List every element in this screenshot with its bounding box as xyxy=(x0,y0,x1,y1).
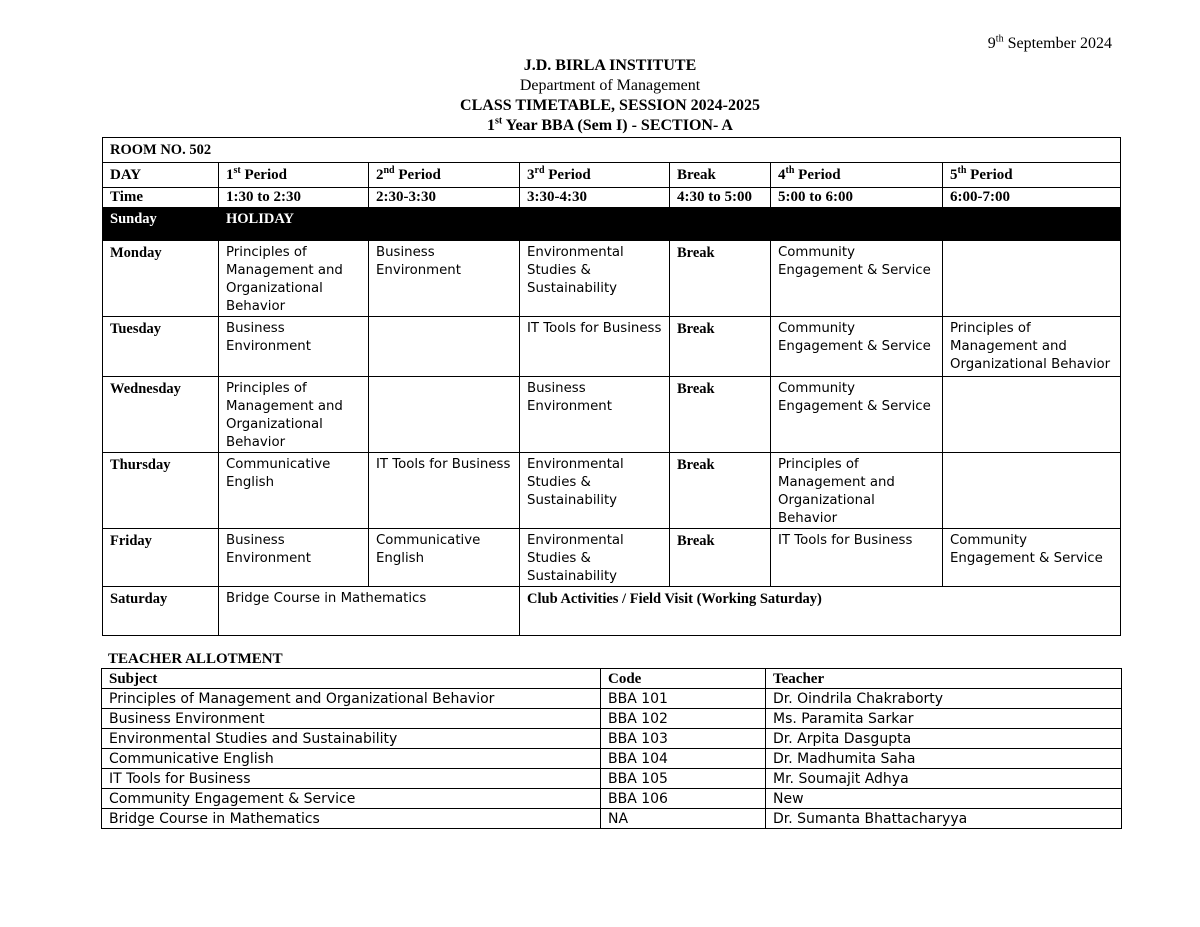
break-cell: Break xyxy=(670,453,771,529)
period-cell: IT Tools for Business xyxy=(369,453,520,529)
period-cell: Principles of Management and Organizational Behavior xyxy=(771,453,943,529)
institute-name: J.D. BIRLA INSTITUTE xyxy=(523,57,697,74)
break-cell: Break xyxy=(670,317,771,377)
code-cell: BBA 101 xyxy=(601,689,766,709)
period-cell: Business Environment xyxy=(520,377,670,453)
day-label: Saturday xyxy=(103,587,219,636)
day-label: Sunday xyxy=(103,208,219,241)
break-cell: Break xyxy=(670,529,771,587)
subject-cell: Bridge Course in Mathematics xyxy=(102,809,601,829)
period-cell xyxy=(943,377,1121,453)
column-header: DAY xyxy=(103,163,219,188)
day-label: Tuesday xyxy=(103,317,219,377)
column-header: 4th Period xyxy=(771,163,943,188)
club-activities-cell: Club Activities / Field Visit (Working Saturday) xyxy=(520,587,1121,636)
table-row xyxy=(102,809,1122,829)
time-cell: 4:30 to 5:00 xyxy=(670,188,771,208)
allotment-header-row xyxy=(102,669,1122,689)
period-cell: Principles of Management and Organizational Behavior xyxy=(943,317,1121,377)
period-cell: Community Engagement & Service xyxy=(943,529,1121,587)
teacher-cell: Mr. Soumajit Adhya xyxy=(766,769,1122,789)
period-cell: Community Engagement & Service xyxy=(771,317,943,377)
period-cell xyxy=(369,317,520,377)
timetable-table xyxy=(102,137,1121,636)
allotment-header: Subject xyxy=(102,669,601,689)
period-cell: Business Environment xyxy=(219,317,369,377)
class-section: 1st Year BBA (Sem I) - SECTION- A xyxy=(487,115,733,134)
code-cell: BBA 106 xyxy=(601,789,766,809)
day-row xyxy=(103,529,1121,587)
time-cell: 3:30-4:30 xyxy=(520,188,670,208)
period-cell: IT Tools for Business xyxy=(771,529,943,587)
teacher-cell: Dr. Arpita Dasgupta xyxy=(766,729,1122,749)
period-cell: Environmental Studies & Sustainability xyxy=(520,241,670,317)
day-label: Wednesday xyxy=(103,377,219,453)
table-row xyxy=(102,769,1122,789)
timetable-title: CLASS TIMETABLE, SESSION 2024-2025 xyxy=(460,97,760,114)
subject-cell: Environmental Studies and Sustainability xyxy=(102,729,601,749)
period-cell: Environmental Studies & Sustainability xyxy=(520,453,670,529)
allotment-header: Code xyxy=(601,669,766,689)
day-label: Monday xyxy=(103,241,219,317)
document-date: 9th September 2024 xyxy=(987,33,1112,52)
column-header: 2nd Period xyxy=(369,163,520,188)
column-header: 3rd Period xyxy=(520,163,670,188)
teacher-cell: Ms. Paramita Sarkar xyxy=(766,709,1122,729)
teacher-cell: Dr. Oindrila Chakraborty xyxy=(766,689,1122,709)
code-cell: BBA 102 xyxy=(601,709,766,729)
table-row xyxy=(102,689,1122,709)
period-cell xyxy=(943,453,1121,529)
teacher-allotment-table xyxy=(101,668,1122,829)
time-cell: 2:30-3:30 xyxy=(369,188,520,208)
period-cell: Community Engagement & Service xyxy=(771,241,943,317)
holiday-label: HOLIDAY xyxy=(219,208,1121,241)
code-cell: NA xyxy=(601,809,766,829)
column-header: 5th Period xyxy=(943,163,1121,188)
code-cell: BBA 104 xyxy=(601,749,766,769)
document-header xyxy=(0,56,1200,136)
day-row xyxy=(103,317,1121,377)
subject-cell: Business Environment xyxy=(102,709,601,729)
subject-cell: Community Engagement & Service xyxy=(102,789,601,809)
time-cell: 6:00-7:00 xyxy=(943,188,1121,208)
time-cell: 5:00 to 6:00 xyxy=(771,188,943,208)
saturday-row xyxy=(103,587,1121,636)
time-cell: 1:30 to 2:30 xyxy=(219,188,369,208)
code-cell: BBA 103 xyxy=(601,729,766,749)
table-row xyxy=(102,749,1122,769)
teacher-cell: New xyxy=(766,789,1122,809)
table-row xyxy=(102,709,1122,729)
time-row xyxy=(103,188,1121,208)
room-number: ROOM NO. 502 xyxy=(103,138,1121,163)
sunday-row xyxy=(103,208,1121,241)
subject-cell: Principles of Management and Organizational Behavior xyxy=(102,689,601,709)
bridge-course-cell: Bridge Course in Mathematics xyxy=(219,587,520,636)
period-cell: Principles of Management and Organizational Behavior xyxy=(219,377,369,453)
period-cell: Communicative English xyxy=(219,453,369,529)
period-cell: Community Engagement & Service xyxy=(771,377,943,453)
column-header: 1st Period xyxy=(219,163,369,188)
day-label: Thursday xyxy=(103,453,219,529)
time-cell: Time xyxy=(103,188,219,208)
teacher-cell: Dr. Sumanta Bhattacharyya xyxy=(766,809,1122,829)
period-cell: Business Environment xyxy=(219,529,369,587)
period-cell: IT Tools for Business xyxy=(520,317,670,377)
day-label: Friday xyxy=(103,529,219,587)
allotment-header: Teacher xyxy=(766,669,1122,689)
room-row xyxy=(103,138,1121,163)
period-cell: Principles of Management and Organizational Behavior xyxy=(219,241,369,317)
department-name: Department of Management xyxy=(519,77,701,94)
period-cell: Environmental Studies & Sustainability xyxy=(520,529,670,587)
day-row xyxy=(103,453,1121,529)
day-row xyxy=(103,241,1121,317)
day-row xyxy=(103,377,1121,453)
period-cell: Communicative English xyxy=(369,529,520,587)
period-header-row xyxy=(103,163,1121,188)
teacher-cell: Dr. Madhumita Saha xyxy=(766,749,1122,769)
period-cell xyxy=(943,241,1121,317)
column-header: Break xyxy=(670,163,771,188)
table-row xyxy=(102,789,1122,809)
period-cell: Business Environment xyxy=(369,241,520,317)
subject-cell: IT Tools for Business xyxy=(102,769,601,789)
teacher-allotment-title: TEACHER ALLOTMENT xyxy=(108,651,283,667)
break-cell: Break xyxy=(670,377,771,453)
break-cell: Break xyxy=(670,241,771,317)
table-row xyxy=(102,729,1122,749)
subject-cell: Communicative English xyxy=(102,749,601,769)
code-cell: BBA 105 xyxy=(601,769,766,789)
period-cell xyxy=(369,377,520,453)
